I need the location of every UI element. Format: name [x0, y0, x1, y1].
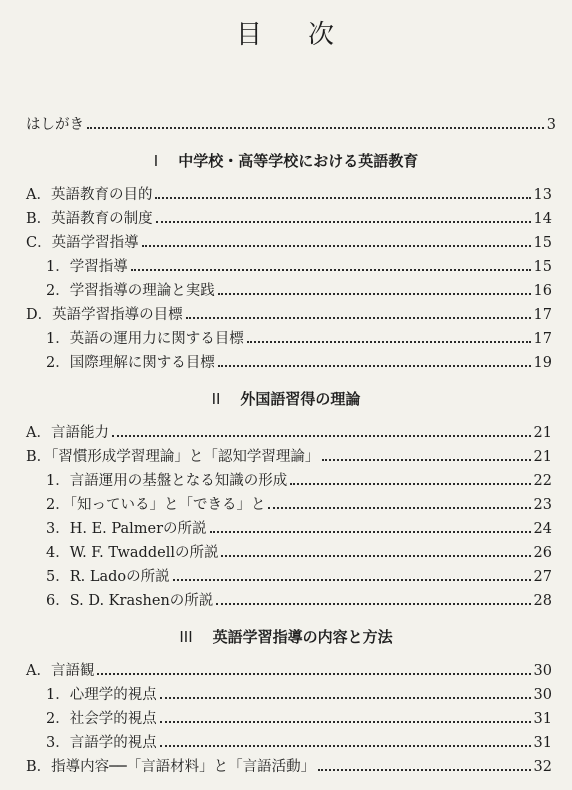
toc-entry-label: 2．国際理解に関する目標	[46, 355, 215, 371]
leader-dots	[142, 243, 531, 247]
leader-dots	[216, 601, 530, 605]
leader-dots	[155, 195, 530, 199]
leader-dots	[186, 315, 531, 319]
toc-entry-page: 15	[533, 235, 552, 251]
leader-dots	[210, 529, 531, 533]
toc-entry-page: 16	[533, 283, 552, 299]
toc-entry-page: 26	[533, 545, 552, 561]
leader-dots	[247, 339, 531, 343]
toc-entry-label: 3．言語学的視点	[46, 735, 157, 751]
toc-entry[interactable]	[0, 704, 572, 728]
toc-entry[interactable]	[0, 514, 572, 538]
toc-entry-page: 28	[533, 593, 552, 609]
toc-entry-label: 4．W. F. Twaddellの所説	[46, 545, 219, 561]
toc-entry-label: C．英語学習指導	[26, 235, 139, 251]
leader-dots	[268, 505, 530, 509]
leader-dots	[87, 125, 544, 129]
chapter-heading-1	[0, 150, 572, 171]
toc-entry[interactable]	[0, 680, 572, 704]
toc-entry-page: 14	[533, 211, 552, 227]
toc-entry-page: 17	[533, 331, 552, 347]
toc-entry-page: 31	[533, 735, 552, 751]
toc-entry-page: 23	[533, 497, 552, 513]
toc-entry-label: 2．学習指導の理論と実践	[46, 283, 215, 299]
toc-entry[interactable]	[0, 300, 572, 324]
leader-dots	[221, 553, 530, 557]
toc-entry-label: 6．S. D. Krashenの所説	[46, 593, 214, 609]
leader-dots	[131, 267, 531, 271]
leader-dots	[173, 577, 531, 581]
toc-entry-page: 19	[533, 355, 552, 371]
toc-entry-page: 3	[546, 117, 556, 133]
toc-entry-label: B．指導内容──「言語材料」と「言語活動」	[26, 759, 316, 775]
chapter-number: III	[179, 628, 193, 646]
toc-entry[interactable]	[0, 276, 572, 300]
leader-dots	[318, 767, 530, 771]
toc-entry[interactable]	[0, 348, 572, 372]
toc-entry-label: 2．社会学的視点	[46, 711, 157, 727]
toc-entry-label: B．英語教育の制度	[26, 211, 153, 227]
toc-entry-label: 5．R. Ladoの所説	[46, 569, 170, 585]
toc-entry-page: 15	[533, 259, 552, 275]
toc-entry[interactable]	[0, 728, 572, 752]
toc-entry-page: 13	[533, 187, 552, 203]
toc-entry-page: 30	[533, 663, 552, 679]
toc-entry-page: 22	[533, 473, 552, 489]
toc-entry[interactable]	[0, 228, 572, 252]
toc-entry-label: B．「習慣形成学習理論」と「認知学習理論」	[26, 449, 320, 465]
toc-entry[interactable]	[0, 180, 572, 204]
toc-entry[interactable]	[0, 442, 572, 466]
toc-entry-label: 1．英語の運用力に関する目標	[46, 331, 244, 347]
toc-entry-label: A．英語教育の目的	[26, 187, 153, 203]
toc-entry-page: 17	[533, 307, 552, 323]
toc-entry[interactable]	[0, 562, 572, 586]
toc-entry[interactable]	[0, 204, 572, 228]
leader-dots	[112, 433, 531, 437]
chapter-heading-2	[0, 388, 572, 409]
toc-entry[interactable]	[0, 656, 572, 680]
toc-entry-label: 1．学習指導	[46, 259, 128, 275]
chapter-number: II	[211, 390, 221, 408]
toc-entry-page: 27	[533, 569, 552, 585]
leader-dots	[322, 457, 530, 461]
toc-entry[interactable]	[0, 252, 572, 276]
title-char-1: 目	[235, 20, 264, 50]
leader-dots	[160, 695, 531, 699]
toc-entry-page: 31	[533, 711, 552, 727]
chapter-title: 外国語習得の理論	[240, 390, 361, 408]
toc-entry-label: 1．心理学的視点	[46, 687, 157, 703]
leader-dots	[218, 291, 531, 295]
toc-entry[interactable]	[0, 324, 572, 348]
leader-dots	[160, 719, 531, 723]
chapter-title: 英語学習指導の内容と方法	[212, 628, 393, 646]
toc-entry-page: 24	[533, 521, 552, 537]
leader-dots	[160, 743, 531, 747]
chapter-number: I	[153, 152, 159, 170]
toc-entry[interactable]	[0, 586, 572, 610]
toc-entry-preface[interactable]	[0, 110, 572, 134]
toc-entry[interactable]	[0, 538, 572, 562]
leader-dots	[290, 481, 530, 485]
toc-entry-page: 21	[533, 449, 552, 465]
title-char-2: 次	[308, 20, 337, 50]
leader-dots	[97, 671, 530, 675]
chapter-heading-3	[0, 626, 572, 647]
toc-entry[interactable]	[0, 466, 572, 490]
leader-dots	[218, 363, 531, 367]
toc-entry-page: 30	[533, 687, 552, 703]
chapter-title: 中学校・高等学校における英語教育	[178, 152, 419, 170]
page-title	[0, 14, 572, 51]
toc-entry-label: 2．「知っている」と「できる」と	[46, 497, 266, 513]
leader-dots	[156, 219, 531, 223]
toc-entry-label: はしがき	[26, 117, 84, 133]
toc-entry[interactable]	[0, 752, 572, 776]
toc-entry-label: A．言語観	[26, 663, 95, 679]
toc-entry-label: 3．H. E. Palmerの所説	[46, 521, 207, 537]
toc-entry[interactable]	[0, 418, 572, 442]
toc-entry-label: 1．言語運用の基盤となる知識の形成	[46, 473, 288, 489]
toc-entry-page: 32	[533, 759, 552, 775]
toc-entry-label: A．言語能力	[26, 425, 109, 441]
toc-entry-label: D．英語学習指導の目標	[26, 307, 183, 323]
toc-entry-page: 21	[533, 425, 552, 441]
toc-entry[interactable]	[0, 490, 572, 514]
